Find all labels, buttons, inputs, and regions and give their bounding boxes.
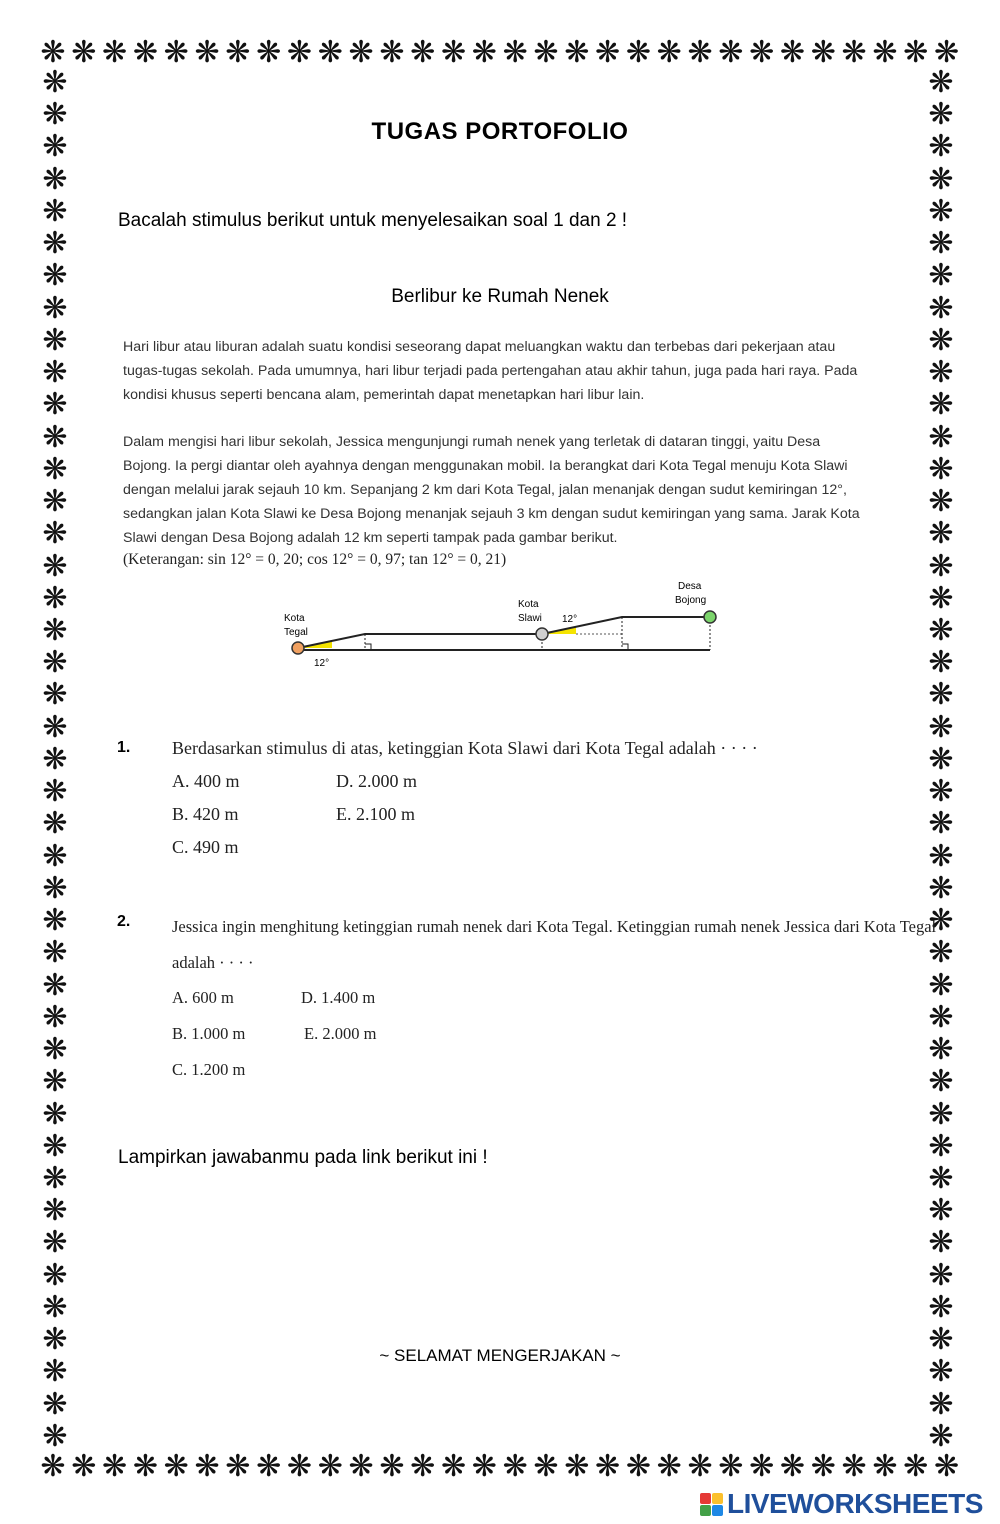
border-star-icon: ❋ xyxy=(841,1450,867,1483)
border-star-icon: ❋ xyxy=(42,1355,68,1389)
border-star-icon: ❋ xyxy=(933,36,960,69)
border-star-icon: ❋ xyxy=(163,1450,189,1483)
border-star-icon: ❋ xyxy=(71,1450,97,1483)
border-star-icon: ❋ xyxy=(42,323,68,357)
border-star-icon: ❋ xyxy=(533,36,559,69)
border-star-icon: ❋ xyxy=(928,323,954,357)
border-star-icon: ❋ xyxy=(928,1097,954,1131)
border-star-icon: ❋ xyxy=(379,1450,405,1483)
border-star-icon: ❋ xyxy=(928,775,954,809)
border-star-icon: ❋ xyxy=(42,1258,68,1292)
border-star-icon: ❋ xyxy=(40,36,66,69)
border-star-icon: ❋ xyxy=(42,678,68,712)
q1-option-b[interactable]: B. 420 m xyxy=(172,804,239,824)
border-star-icon: ❋ xyxy=(903,1450,929,1483)
border-star-icon: ❋ xyxy=(410,1450,436,1483)
border-top xyxy=(38,38,962,68)
border-star-icon: ❋ xyxy=(42,1161,68,1195)
border-star-icon: ❋ xyxy=(928,710,954,744)
border-star-icon: ❋ xyxy=(928,517,954,551)
border-star-icon: ❋ xyxy=(779,1450,806,1483)
border-star-icon: ❋ xyxy=(928,646,954,680)
q2-text-line1: Jessica ingin menghitung ketinggian rumah nenek dari Kota Tegal. Ketinggian rumah nenek Jessica dari Kota Tegal xyxy=(172,917,937,936)
border-star-icon: ❋ xyxy=(928,227,954,261)
border-star-icon: ❋ xyxy=(42,968,68,1002)
border-star-icon: ❋ xyxy=(928,1258,954,1292)
border-star-icon: ❋ xyxy=(928,549,954,583)
border-star-icon: ❋ xyxy=(928,1387,954,1421)
border-star-icon: ❋ xyxy=(687,1450,713,1483)
q2-option-e[interactable]: E. 2.000 m xyxy=(304,1024,377,1043)
page-title: TUGAS PORTOFOLIO xyxy=(371,118,629,145)
angle-label-tegal: 12° xyxy=(314,658,330,669)
border-star-icon: ❋ xyxy=(810,36,836,69)
border-star-icon: ❋ xyxy=(42,871,68,905)
border-star-icon: ❋ xyxy=(928,839,954,873)
border-star-icon: ❋ xyxy=(348,36,374,69)
border-bottom xyxy=(38,1452,962,1482)
border-right xyxy=(926,68,956,1452)
border-star-icon: ❋ xyxy=(928,1065,954,1099)
border-star-icon: ❋ xyxy=(928,613,954,647)
border-star-icon: ❋ xyxy=(225,1450,251,1483)
instruction-bottom: Lampirkan jawabanmu pada link berikut ini ! xyxy=(118,1147,488,1168)
border-star-icon: ❋ xyxy=(928,98,954,132)
q2-number: 2. xyxy=(117,913,131,930)
border-star-icon: ❋ xyxy=(810,1450,836,1483)
q1-text: Berdasarkan stimulus di atas, ketinggian Kota Slawi dari Kota Tegal adalah · · · · xyxy=(172,738,758,758)
border-star-icon: ❋ xyxy=(225,36,251,69)
border-star-icon: ❋ xyxy=(928,259,954,293)
border-star-icon: ❋ xyxy=(928,678,954,712)
border-star-icon: ❋ xyxy=(42,1419,68,1453)
q1-option-e[interactable]: E. 2.100 m xyxy=(336,804,415,824)
border-star-icon: ❋ xyxy=(42,1000,68,1034)
border-star-icon: ❋ xyxy=(163,36,189,69)
q2-option-b[interactable]: B. 1.000 m xyxy=(172,1024,246,1043)
border-star-icon: ❋ xyxy=(194,36,220,69)
border-star-icon: ❋ xyxy=(194,1450,220,1483)
border-star-icon: ❋ xyxy=(749,36,775,69)
road-diagram xyxy=(270,574,730,674)
border-star-icon: ❋ xyxy=(42,517,68,551)
bojong-point xyxy=(704,611,716,623)
border-star-icon: ❋ xyxy=(42,1129,68,1163)
border-star-icon: ❋ xyxy=(42,904,68,938)
border-star-icon: ❋ xyxy=(928,1033,954,1067)
border-star-icon: ❋ xyxy=(42,839,68,873)
border-star-icon: ❋ xyxy=(564,1450,590,1483)
border-star-icon: ❋ xyxy=(410,36,436,69)
border-star-icon: ❋ xyxy=(42,613,68,647)
label-kota-slawi-1: Kota xyxy=(518,599,539,610)
border-star-icon: ❋ xyxy=(564,36,590,69)
border-star-icon: ❋ xyxy=(42,1226,68,1260)
border-star-icon: ❋ xyxy=(718,1450,744,1483)
border-star-icon: ❋ xyxy=(102,1450,128,1483)
tegal-point xyxy=(292,642,304,654)
border-star-icon: ❋ xyxy=(317,1450,343,1483)
footer-message: ~ SELAMAT MENGERJAKAN ~ xyxy=(379,1346,621,1365)
q1-option-d[interactable]: D. 2.000 m xyxy=(336,771,417,791)
border-star-icon: ❋ xyxy=(928,1419,954,1453)
border-star-icon: ❋ xyxy=(502,1450,528,1483)
instruction-top: Bacalah stimulus berikut untuk menyelesaikan soal 1 dan 2 ! xyxy=(118,210,628,231)
angle-label-slawi: 12° xyxy=(562,614,578,625)
border-star-icon: ❋ xyxy=(42,452,68,486)
border-star-icon: ❋ xyxy=(933,1450,960,1483)
q1-option-c[interactable]: C. 490 m xyxy=(172,837,239,857)
border-star-icon: ❋ xyxy=(779,36,806,69)
border-star-icon: ❋ xyxy=(471,36,497,69)
border-star-icon: ❋ xyxy=(42,807,68,841)
paragraph-1: Hari libur atau liburan adalah suatu kondisi seseorang dapat meluangkan waktu dan terbebas dari pekerjaan atau tugas-tugas sekolah. Pada umumnya, hari libur terjadi pada pertengahan atau akhir tahun, juga pada hari raya. Pada kondisi khusus seperti bencana alam, pemerintah dapat menetapkan hari libur lain. xyxy=(123,339,858,403)
border-star-icon: ❋ xyxy=(687,36,713,69)
border-star-icon: ❋ xyxy=(286,36,313,69)
border-star-icon: ❋ xyxy=(102,36,128,69)
border-star-icon: ❋ xyxy=(42,646,68,680)
border-star-icon: ❋ xyxy=(928,1355,954,1389)
q2-option-c[interactable]: C. 1.200 m xyxy=(172,1060,246,1079)
border-star-icon: ❋ xyxy=(42,485,68,519)
border-star-icon: ❋ xyxy=(841,36,867,69)
border-star-icon: ❋ xyxy=(928,130,954,164)
border-star-icon: ❋ xyxy=(348,1450,374,1483)
border-star-icon: ❋ xyxy=(379,36,405,69)
border-star-icon: ❋ xyxy=(928,1194,954,1228)
border-star-icon: ❋ xyxy=(42,1323,68,1357)
q2-option-d[interactable]: D. 1.400 m xyxy=(301,988,376,1007)
border-star-icon: ❋ xyxy=(42,291,68,325)
story-title: Berlibur ke Rumah Nenek xyxy=(391,286,609,307)
border-star-icon: ❋ xyxy=(928,452,954,486)
label-kota-tegal-1: Kota xyxy=(284,613,305,624)
border-star-icon: ❋ xyxy=(471,1450,497,1483)
q1-number: 1. xyxy=(117,739,131,756)
border-star-icon: ❋ xyxy=(132,36,158,69)
border-star-icon: ❋ xyxy=(872,36,898,69)
border-star-icon: ❋ xyxy=(286,1450,313,1483)
border-star-icon: ❋ xyxy=(440,36,467,69)
q2-option-a[interactable]: A. 600 m xyxy=(172,988,234,1007)
border-star-icon: ❋ xyxy=(42,98,68,132)
border-star-icon: ❋ xyxy=(42,388,68,422)
border-star-icon: ❋ xyxy=(718,36,744,69)
border-star-icon: ❋ xyxy=(42,1194,68,1228)
border-star-icon: ❋ xyxy=(928,742,954,776)
border-star-icon: ❋ xyxy=(903,36,929,69)
border-star-icon: ❋ xyxy=(71,36,97,69)
border-star-icon: ❋ xyxy=(928,904,954,938)
border-star-icon: ❋ xyxy=(928,936,954,970)
road-line xyxy=(298,617,710,648)
label-desa-bojong-2: Bojong xyxy=(675,595,707,606)
border-star-icon: ❋ xyxy=(928,968,954,1002)
label-kota-slawi-2: Slawi xyxy=(518,613,542,624)
border-star-icon: ❋ xyxy=(928,388,954,422)
border-star-icon: ❋ xyxy=(656,36,682,69)
keterangan: (Keterangan: sin 12° = 0, 20; cos 12° = 0, 97; tan 12° = 0, 21) xyxy=(123,551,507,568)
border-star-icon: ❋ xyxy=(132,1450,158,1483)
border-star-icon: ❋ xyxy=(533,1450,559,1483)
border-star-icon: ❋ xyxy=(928,1161,954,1195)
border-star-icon: ❋ xyxy=(40,1450,66,1483)
logo-square-blue xyxy=(712,1505,723,1516)
border-star-icon: ❋ xyxy=(625,36,651,69)
border-star-icon: ❋ xyxy=(42,194,68,228)
border-star-icon: ❋ xyxy=(928,66,954,99)
border-star-icon: ❋ xyxy=(928,1000,954,1034)
border-star-icon: ❋ xyxy=(656,1450,682,1483)
border-star-icon: ❋ xyxy=(928,1290,954,1324)
border-left xyxy=(40,68,70,1452)
border-star-icon: ❋ xyxy=(928,291,954,325)
border-star-icon: ❋ xyxy=(42,130,68,164)
border-star-icon: ❋ xyxy=(502,36,528,69)
liveworksheets-logo xyxy=(700,1488,983,1520)
border-star-icon: ❋ xyxy=(317,36,343,69)
border-star-icon: ❋ xyxy=(42,710,68,744)
border-star-icon: ❋ xyxy=(42,420,68,454)
border-star-icon: ❋ xyxy=(42,936,68,970)
border-star-icon: ❋ xyxy=(928,420,954,454)
border-star-icon: ❋ xyxy=(42,259,68,293)
border-star-icon: ❋ xyxy=(625,1450,651,1483)
border-star-icon: ❋ xyxy=(872,1450,898,1483)
logo-squares-icon xyxy=(700,1493,723,1516)
border-star-icon: ❋ xyxy=(928,356,954,390)
border-star-icon: ❋ xyxy=(42,66,68,99)
border-star-icon: ❋ xyxy=(928,1226,954,1260)
border-star-icon: ❋ xyxy=(42,581,68,615)
border-star-icon: ❋ xyxy=(440,1450,467,1483)
border-star-icon: ❋ xyxy=(749,1450,775,1483)
border-star-icon: ❋ xyxy=(595,1450,621,1483)
border-star-icon: ❋ xyxy=(42,549,68,583)
border-star-icon: ❋ xyxy=(595,36,621,69)
border-star-icon: ❋ xyxy=(42,1290,68,1324)
logo-square-green xyxy=(700,1505,711,1516)
q2-text-line2: adalah · · · · xyxy=(172,953,254,972)
border-star-icon: ❋ xyxy=(928,1129,954,1163)
logo-text: LIVEWORKSHEETS xyxy=(727,1488,983,1519)
border-star-icon: ❋ xyxy=(42,742,68,776)
label-desa-bojong-1: Desa xyxy=(678,581,702,592)
border-star-icon: ❋ xyxy=(256,1450,282,1483)
border-star-icon: ❋ xyxy=(928,1323,954,1357)
q1-option-a[interactable]: A. 400 m xyxy=(172,771,240,791)
border-star-icon: ❋ xyxy=(928,194,954,228)
border-star-icon: ❋ xyxy=(256,36,282,69)
border-star-icon: ❋ xyxy=(928,581,954,615)
border-star-icon: ❋ xyxy=(42,1033,68,1067)
border-star-icon: ❋ xyxy=(42,1387,68,1421)
logo-square-red xyxy=(700,1493,711,1504)
border-star-icon: ❋ xyxy=(42,775,68,809)
border-star-icon: ❋ xyxy=(928,485,954,519)
border-star-icon: ❋ xyxy=(42,356,68,390)
border-star-icon: ❋ xyxy=(42,1065,68,1099)
border-star-icon: ❋ xyxy=(928,162,954,196)
label-kota-tegal-2: Tegal xyxy=(284,627,308,638)
border-star-icon: ❋ xyxy=(42,1097,68,1131)
border-star-icon: ❋ xyxy=(42,227,68,261)
border-star-icon: ❋ xyxy=(42,162,68,196)
slawi-point xyxy=(536,628,548,640)
border-star-icon: ❋ xyxy=(928,871,954,905)
logo-square-yellow xyxy=(712,1493,723,1504)
border-star-icon: ❋ xyxy=(928,807,954,841)
paragraph-2: Dalam mengisi hari libur sekolah, Jessica mengunjungi rumah nenek yang terletak di dataran tinggi, yaitu Desa Bojong. Ia pergi diantar oleh ayahnya dengan menggunakan mobil. Ia berangkat dari Kota Tegal menuju Kota Slawi dengan melalui jarak sejauh 10 km. Sepanjang 2 km dari Kota Tegal, jalan menanjak dengan sudut kemiringan 12°, sedangkan jalan Kota Slawi ke Desa Bojong menanjak sejauh 3 km dengan sudut kemiringan yang sama. Jarak Kota Slawi dengan Desa Bojong adalah 12 km seperti tampak pada gambar berikut. xyxy=(123,434,860,546)
